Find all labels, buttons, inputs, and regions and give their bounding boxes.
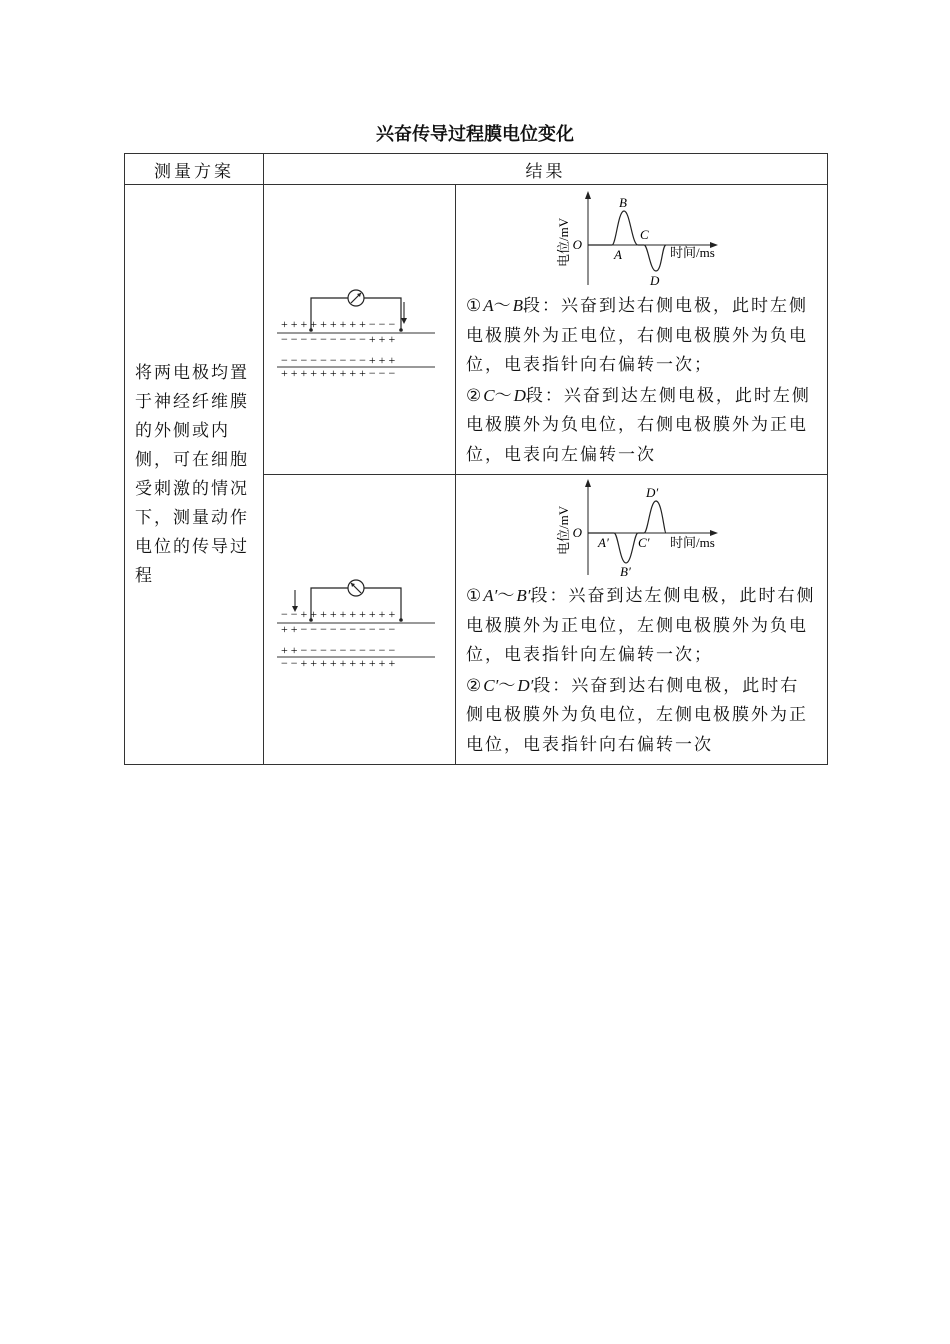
- graph1-origin: O: [572, 237, 582, 252]
- table-header-row: [125, 154, 828, 185]
- page-title: 兴奋传导过程膜电位变化: [376, 124, 574, 145]
- method-cell: 将两电极均置于神经纤维膜的外侧或内侧，可在细胞受刺激的情况下，测量动作电位的传导过程: [125, 185, 264, 765]
- electrode-diagram-1: [275, 278, 445, 378]
- electrode-diagram-2: [275, 568, 445, 668]
- graph1-point-A: A: [613, 247, 622, 262]
- graph1-xlabel: 时间/ms: [669, 245, 715, 260]
- result-1-item-1: ①A～B段：兴奋到达右侧电极，此时左侧电极膜外为正电位，右侧电极膜外为负电位，电表指针向右偏转一次；: [466, 296, 809, 375]
- result-2-item-1: ①A′～B′段：兴奋到达左侧电极，此时右侧电极膜外为正电位，左侧电极膜外为负电位，电表指针向左偏转一次；: [466, 586, 816, 665]
- graph2-point-B: B′: [619, 564, 631, 577]
- bottom-outer-charges: − − + + + + + + + + + +: [280, 655, 395, 668]
- graph2-origin: O: [572, 525, 582, 540]
- result-1-item-2: ②C～D段：兴奋到达左侧电极，此时左侧电极膜外为负电位，右侧电极膜外为正电位，电表向左偏转一次: [466, 385, 811, 465]
- top-outer-charges: − − + + + + + + + + + +: [280, 606, 395, 621]
- header-result: 结果: [264, 154, 828, 185]
- graph-2-svg: [552, 477, 732, 577]
- membrane-potential-table: [124, 153, 828, 765]
- bottom-inner-charges: + + − − − − − − − − − −: [280, 642, 395, 657]
- graph-1-svg: [552, 187, 732, 287]
- graph2-point-D: D′: [645, 485, 658, 500]
- diagram-cell-1: [264, 185, 456, 475]
- graph2-ylabel: 电位/mV: [555, 505, 571, 555]
- result-2-item-2: ②C′～D′段：兴奋到达右侧电极，此时右侧电极膜外为负电位，左侧电极膜外为正电位，电表指针向右偏转一次: [466, 675, 808, 755]
- result-cell-1: [456, 185, 828, 475]
- potential-graph-2: [456, 475, 827, 581]
- graph2-xlabel: 时间/ms: [669, 535, 715, 550]
- top-inner-charges: + + − − − − − − − − − −: [280, 621, 395, 636]
- diagram-cell-2: [264, 475, 456, 765]
- graph1-point-D: D: [649, 273, 659, 287]
- graph2-point-C: C′: [637, 535, 650, 550]
- potential-curve-1: [588, 211, 666, 271]
- table-row: [125, 185, 828, 475]
- graph2-point-A: A′: [597, 535, 609, 550]
- potential-curve-2: [588, 501, 666, 563]
- result-cell-2: [456, 475, 828, 765]
- header-method: 测量方案: [125, 154, 264, 185]
- result-1-text: [456, 291, 827, 474]
- graph1-point-C: C: [639, 227, 649, 242]
- top-outer-charges: + + + + + + + + + − − −: [280, 316, 395, 331]
- graph1-point-B: B: [618, 195, 627, 210]
- graph1-ylabel: 电位/mV: [555, 217, 571, 267]
- top-inner-charges: − − − − − − − − − + + +: [280, 331, 395, 346]
- bottom-inner-charges: − − − − − − − − − + + +: [280, 352, 395, 367]
- potential-graph-1: [456, 185, 827, 291]
- result-2-text: [456, 581, 827, 764]
- bottom-outer-charges: + + + + + + + + + − − −: [280, 365, 395, 378]
